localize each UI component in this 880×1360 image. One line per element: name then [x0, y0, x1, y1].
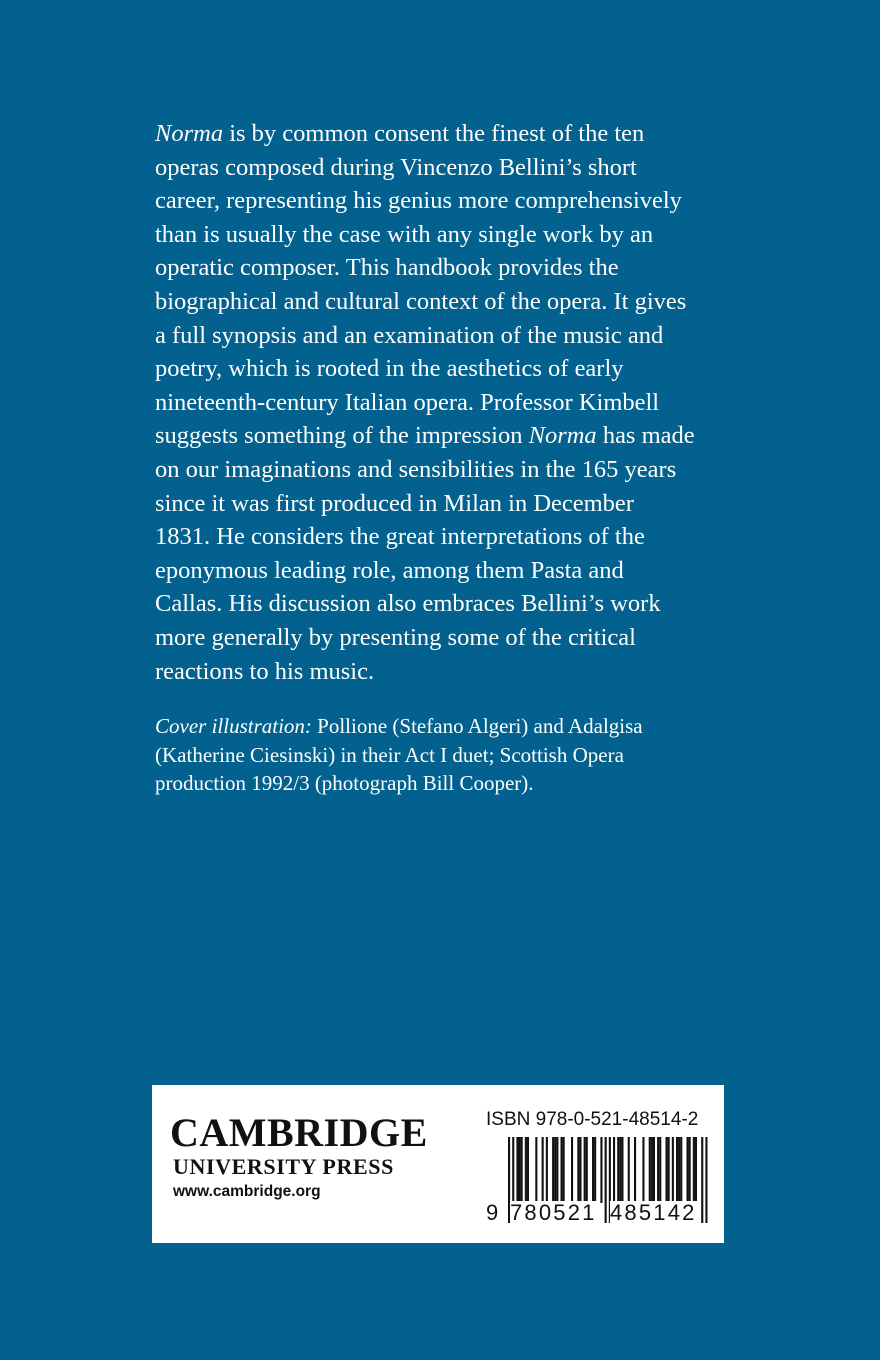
barcode-bar [659, 1137, 661, 1203]
blurb-line: nineteenth-century Italian opera. Professor Kimbell [155, 388, 660, 416]
publisher-subtitle: UNIVERSITY PRESS [173, 1154, 394, 1179]
barcode-bar [649, 1137, 651, 1203]
barcode-bar [657, 1137, 659, 1203]
blurb-line: poetry, which is rooted in the aesthetics of early [155, 355, 624, 383]
barcode-bar [642, 1137, 644, 1203]
blurb-line: Norma is by common consent the finest of the ten [155, 120, 645, 147]
barcode-bar [653, 1137, 655, 1203]
caption-line: (Katherine Ciesinski) in their Act I duet; Scottish Opera [155, 742, 624, 767]
barcode-bar [535, 1137, 537, 1203]
barcode-bar [672, 1137, 674, 1203]
barcode-bar [527, 1137, 529, 1203]
blurb-line: Callas. His discussion also embraces Bellini’s work [155, 590, 661, 618]
caption-line: Cover illustration: Pollione (Stefano Algeri) and Adalgisa [155, 714, 643, 738]
barcode-bar [619, 1137, 621, 1203]
title-italic: Norma [155, 120, 224, 147]
barcode-bar [666, 1137, 668, 1203]
blurb-line: suggests something of the impression Norma has made [155, 422, 695, 450]
barcode-bar [519, 1137, 521, 1203]
blurb-line: eponymous leading role, among them Pasta and [155, 556, 624, 584]
barcode-bar [617, 1137, 619, 1203]
title-italic: Norma [528, 422, 597, 450]
barcode-bar [586, 1137, 588, 1203]
barcode-bar [556, 1137, 558, 1203]
barcode-bar [554, 1137, 556, 1203]
blurb-line: on our imaginations and sensibilities in the 165 years [155, 455, 677, 483]
barcode-bar [571, 1137, 573, 1203]
barcode-bar [594, 1137, 596, 1203]
barcode-digit-first: 9 [486, 1200, 499, 1225]
barcode-bar [561, 1137, 563, 1203]
barcode-bar [521, 1137, 523, 1203]
barcode-bar [584, 1137, 586, 1203]
barcode-bar [542, 1137, 544, 1203]
barcode-bar [678, 1137, 680, 1203]
barcode-bar [651, 1137, 653, 1203]
barcode-bar [680, 1137, 682, 1203]
barcode-bar [689, 1137, 691, 1203]
barcode-bar [579, 1137, 581, 1203]
barcode-digits-right: 485142 [610, 1200, 697, 1225]
blurb-line: a full synopsis and an examination of the music and [155, 321, 664, 349]
blurb-line: 1831. He considers the great interpretations of the [155, 523, 645, 551]
barcode-bar [634, 1137, 636, 1203]
isbn-label: ISBN 978-0-521-48514-2 [486, 1109, 699, 1130]
barcode-bar [613, 1137, 615, 1203]
blurb-line: career, representing his genius more comprehensively [155, 187, 682, 215]
barcode-digits [486, 1201, 712, 1227]
caption-label: Cover illustration: [155, 714, 312, 738]
blurb-line: more generally by presenting some of the critical [155, 623, 636, 651]
barcode-bar [546, 1137, 548, 1203]
publisher-url: www.cambridge.org [173, 1183, 321, 1200]
publisher-barcode-panel [152, 1085, 724, 1243]
blurb-line: since it was first produced in Milan in December [155, 489, 634, 517]
barcode-bar [552, 1137, 554, 1203]
blurb-line: biographical and cultural context of the opera. It gives [155, 287, 687, 315]
barcode-bar [693, 1137, 695, 1203]
blurb-text [155, 117, 755, 688]
barcode-bar [628, 1137, 630, 1203]
barcode-bar [600, 1137, 602, 1203]
barcode-bar [577, 1137, 579, 1203]
barcode-bar [525, 1137, 527, 1203]
blurb-line: reactions to his music. [155, 657, 375, 685]
blurb-line: operas composed during Vincenzo Bellini’s short [155, 153, 637, 181]
barcode-bar [687, 1137, 689, 1203]
caption-line: production 1992/3 (photograph Bill Cooper). [155, 771, 534, 795]
barcode-bar [676, 1137, 678, 1203]
publisher-logo: CAMBRIDGE [170, 1110, 428, 1155]
cover-illustration-caption [155, 712, 755, 798]
barcode-bar [592, 1137, 594, 1203]
barcode-digits-left: 780521 [510, 1200, 597, 1225]
blurb-line: operatic composer. This handbook provides the [155, 254, 619, 282]
barcode-bar [516, 1137, 518, 1203]
barcode-bar [668, 1137, 670, 1203]
barcode-bar [695, 1137, 697, 1203]
blurb-line: than is usually the case with any single work by an [155, 220, 654, 248]
barcode-bar [563, 1137, 565, 1203]
barcode-bar [621, 1137, 623, 1203]
